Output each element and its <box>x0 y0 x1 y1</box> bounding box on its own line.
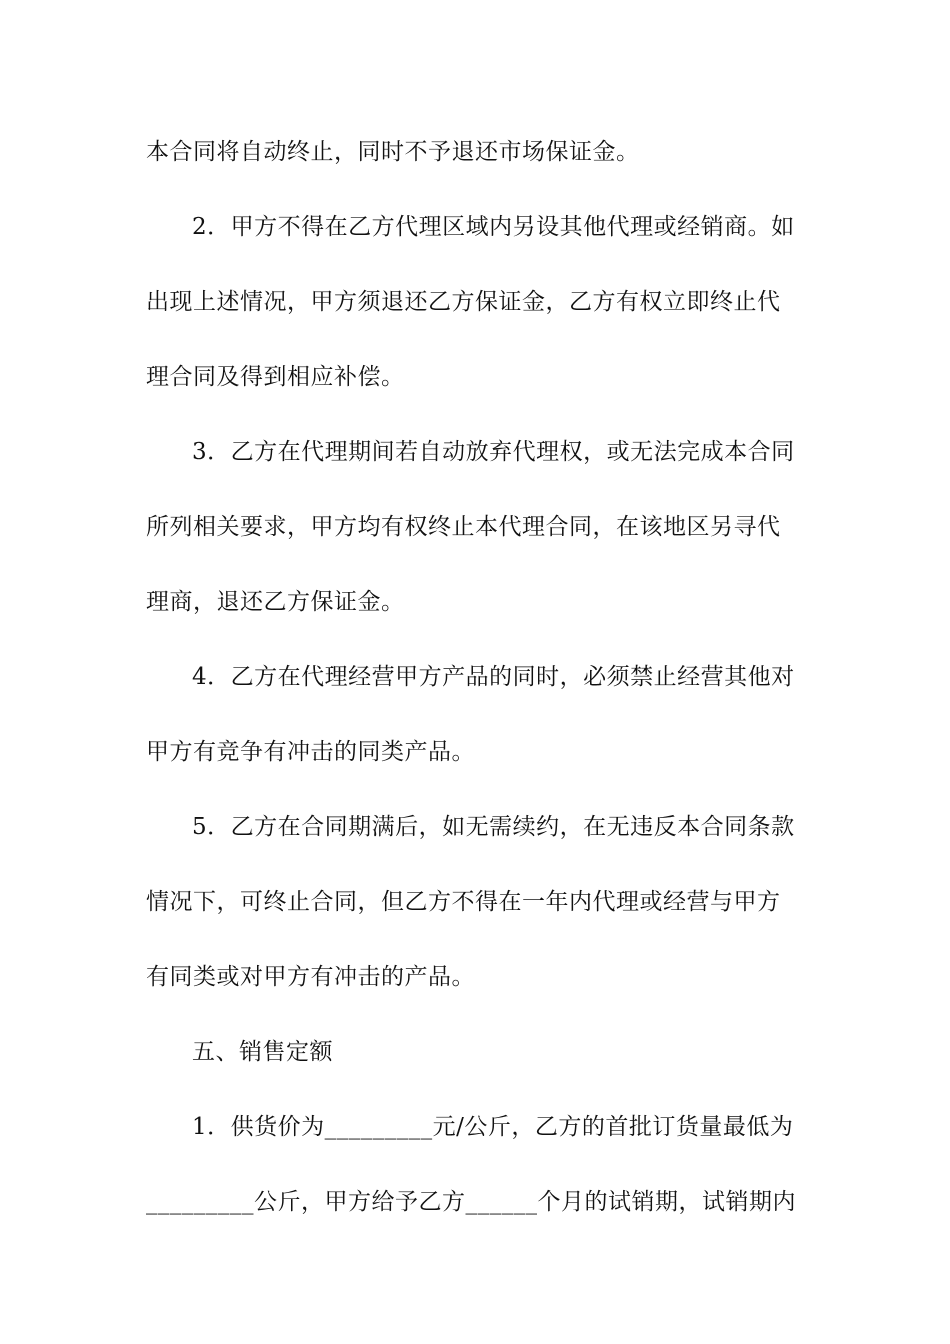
text-line: 理商，退还乙方保证金。 <box>146 589 405 615</box>
section-heading: 五、销售定额 <box>192 1039 333 1065</box>
clause-3-line: 3．乙方在代理期间若自动放弃代理权，或无法完成本合同 <box>192 439 795 465</box>
text-line: 有同类或对甲方有冲击的产品。 <box>146 964 475 990</box>
clause-4-line: 4．乙方在代理经营甲方产品的同时，必须禁止经营其他对 <box>192 664 795 690</box>
text-line: _________公斤，甲方给予乙方______个月的试销期，试销期内 <box>146 1189 796 1215</box>
text-line: 情况下，可终止合同，但乙方不得在一年内代理或经营与甲方 <box>146 889 781 915</box>
text-line: 甲方有竞争有冲击的同类产品。 <box>146 739 475 765</box>
text-line: 出现上述情况，甲方须退还乙方保证金，乙方有权立即终止代 <box>146 289 781 315</box>
text-line: 本合同将自动终止，同时不予退还市场保证金。 <box>146 139 640 165</box>
clause-1-line: 1．供货价为_________元/公斤，乙方的首批订货量最低为 <box>192 1114 794 1140</box>
text-line: 所列相关要求，甲方均有权终止本代理合同，在该地区另寻代 <box>146 514 781 540</box>
clause-2-line: 2．甲方不得在乙方代理区域内另设其他代理或经销商。如 <box>192 214 795 240</box>
clause-5-line: 5．乙方在合同期满后，如无需续约，在无违反本合同条款 <box>192 814 795 840</box>
text-line: 理合同及得到相应补偿。 <box>146 364 405 390</box>
